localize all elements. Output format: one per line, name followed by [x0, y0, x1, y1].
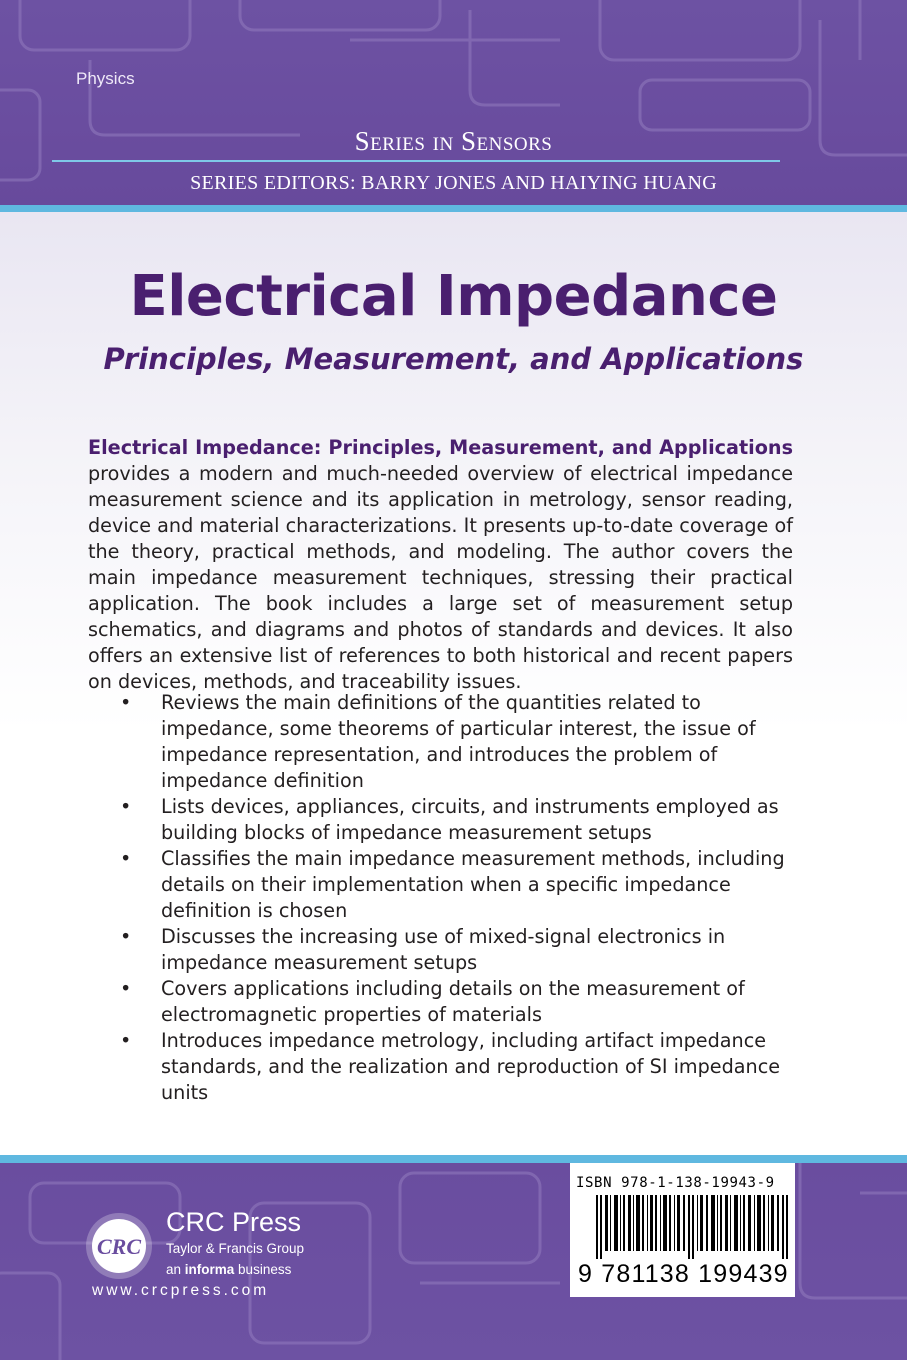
publisher-website: www.crcpress.com: [92, 1282, 270, 1299]
list-item-text: Covers applications including details on the measurement of electromagnetic properties of materials: [161, 977, 745, 1026]
list-item: [120, 1028, 810, 1106]
barcode-icon: [596, 1195, 791, 1259]
bullet-icon: •: [120, 691, 132, 714]
series-divider: [52, 160, 780, 162]
bottom-accent-stripe: [0, 1155, 907, 1163]
publisher-name: CRC Press: [166, 1207, 302, 1237]
book-description: [88, 435, 793, 695]
description-body: provides a modern and much-needed overview of electrical impedance measurement science and its application in metrology, sensor reading, device and material characterizations. It presents up-to-date coverage of the theory, practical methods, and modeling. The author covers the main impedance measurement techniques, stressing their practical application. The book includes a large set of measurement setup schematics, and diagrams and photos of standards and devices. It also offers an extensive list of references to both historical and recent papers on devices, methods, and traceability issues.: [88, 462, 793, 693]
series-title: Series in Sensors: [354, 126, 553, 156]
list-item-text: Introduces impedance metrology, including artifact impedance standards, and the realization and reproduction of SI impedance units: [161, 1029, 781, 1104]
list-item: [120, 846, 810, 924]
list-item: [120, 794, 810, 846]
bullet-icon: •: [120, 925, 132, 948]
category-label: Physics: [76, 69, 135, 88]
crc-logo-icon: [83, 1210, 155, 1282]
barcode-panel: [570, 1163, 795, 1297]
list-item-text: Classifies the main impedance measurement methods, including details on their implementation when a specific impedance definition is chosen: [161, 847, 785, 922]
list-item-text: Reviews the main definitions of the quantities related to impedance, some theorems of particular interest, the issue of impedance representation, and introduces the problem of impedance definition: [161, 691, 756, 792]
tagline-prefix: an: [166, 1262, 185, 1277]
list-item: [120, 976, 810, 1028]
bullet-icon: •: [120, 795, 132, 818]
publisher-group: Taylor & Francis Group: [166, 1241, 305, 1256]
list-item: [120, 924, 810, 976]
book-subtitle: Principles, Measurement, and Applications: [103, 342, 804, 376]
tagline-suffix: business: [234, 1262, 292, 1277]
barcode-digits: 9 781138 199439: [578, 1260, 789, 1288]
list-item-text: Lists devices, appliances, circuits, and instruments employed as building blocks of impedance measurement setups: [161, 795, 779, 844]
list-item-text: Discusses the increasing use of mixed-signal electronics in impedance measurement setups: [161, 925, 726, 974]
feature-list: [120, 690, 810, 1106]
bullet-icon: •: [120, 1029, 132, 1052]
top-accent-stripe: [0, 205, 907, 212]
description-lead: Electrical Impedance: Principles, Measurement, and Applications: [88, 436, 793, 459]
bullet-icon: •: [120, 847, 132, 870]
publisher-tagline: [166, 1262, 291, 1277]
crc-logo-text: CRC: [96, 1234, 142, 1259]
series-editors: SERIES EDITORS: BARRY JONES AND HAIYING HUANG: [190, 172, 717, 194]
list-item: [120, 690, 810, 794]
isbn-label: ISBN 978-1-138-19943-9: [576, 1175, 775, 1191]
book-title: Electrical Impedance: [129, 264, 778, 329]
tagline-brand: informa: [184, 1262, 235, 1277]
bullet-icon: •: [120, 977, 132, 1000]
